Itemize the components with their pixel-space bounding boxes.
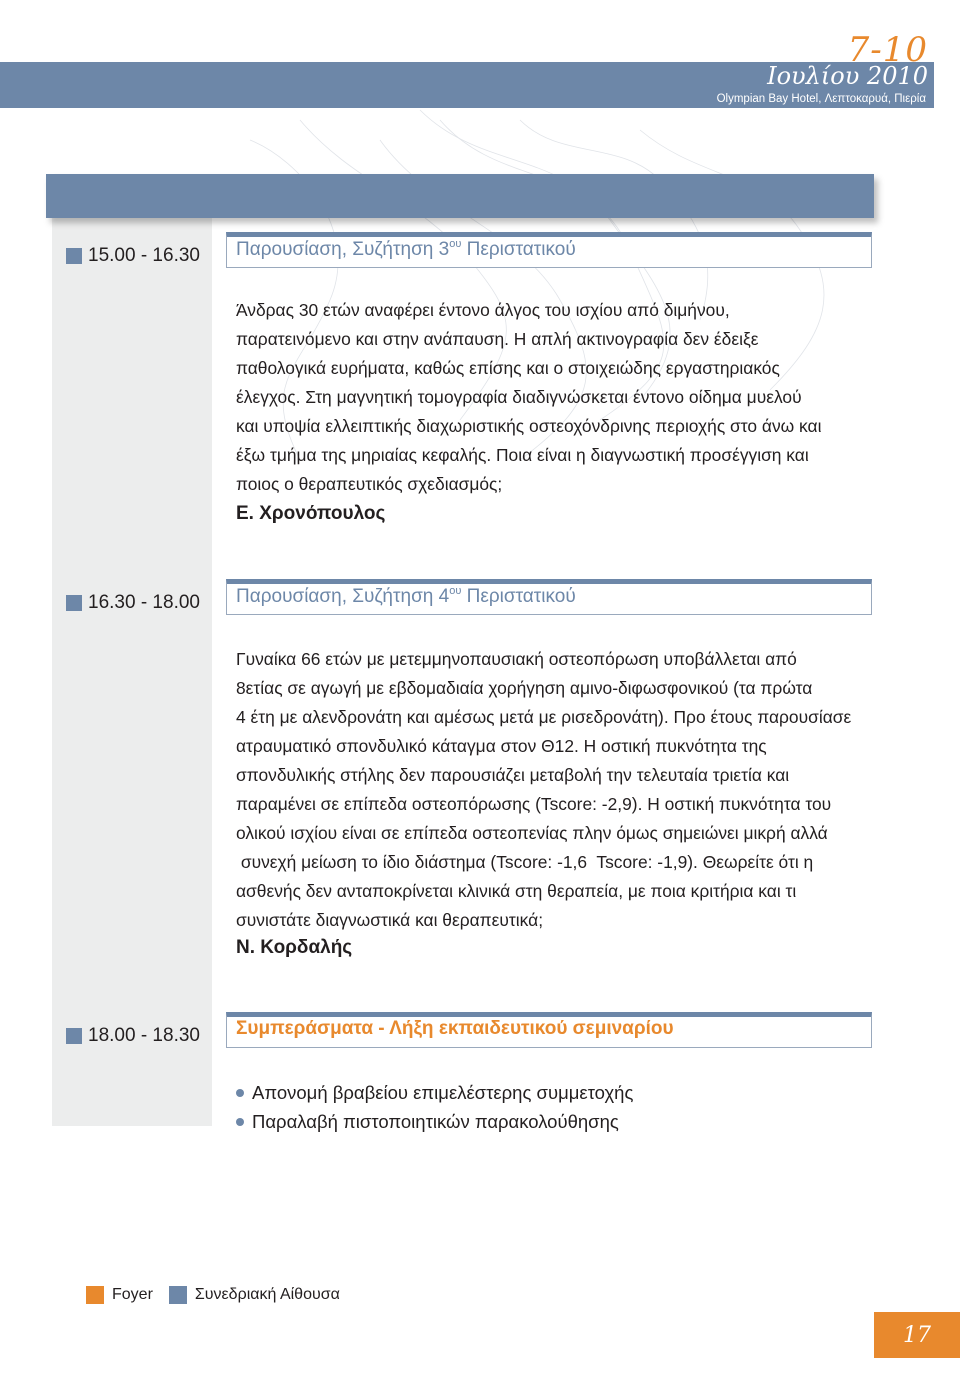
speaker-2: Ν. Κορδαλής bbox=[236, 937, 353, 958]
hall-swatch-icon bbox=[169, 1286, 187, 1304]
hall-marker-icon bbox=[66, 1028, 82, 1044]
closing-bullet-list bbox=[236, 1078, 633, 1136]
header-month-year: Ιουλίου 2010 bbox=[767, 62, 928, 90]
foyer-swatch-icon bbox=[86, 1286, 104, 1304]
legend-hall: Συνεδριακή Αίθουσα bbox=[169, 1286, 340, 1304]
hall-marker-icon bbox=[66, 248, 82, 264]
session-time-label: 16.30 - 18.00 bbox=[88, 592, 200, 613]
speaker-1: Ε. Χρονόπουλος bbox=[236, 503, 386, 524]
header-date-range: 7-10 bbox=[847, 30, 928, 70]
case-description-1: Άνδρας 30 ετών αναφέρει έντονο άλγος του ισχίου από διμήνου, παρατεινόμενο και στην ανάπαυση. Η απλή ακτινογραφία δεν έδειξε παθολογικά ευρήματα, καθώς επίσης και ο στοιχειώδης εργαστηριακός έλεγχος. Στη μαγνητική τομογραφία διαδιγνώσκεται έντονο οίδημα μυελού και υποψία ελλειπτικής διαχωριστικής οστεοχόνδρινης περιοχής στο άνω και έξω τμήμα της μηριαίας κεφαλής. Ποια είναι η διαγνωστική προσέγγιση και ποιος ο θεραπευτικός σχεδιασμός; bbox=[236, 300, 822, 494]
header-venue: Olympian Bay Hotel, Λεπτοκαρυά, Πιερία bbox=[716, 93, 926, 105]
venue-legend bbox=[86, 1286, 356, 1304]
case-description-2: Γυναίκα 66 ετών με μετεμμηνοπαυσιακή οστεοπόρωση υποβάλλεται από 8ετίας σε αγωγή με εβδομαδιαία χορήγηση αμινο-διφωσφονικού (τα πρώτα 4 έτη με αλενδρονάτη και αμέσως μετά με ρισεδρονάτη). Προ έτους παρουσίασε ατραυματικό σπονδυλικό κάταγμα στον Θ12. Η οστική πυκνότητα της σπονδυλικής στήλης δεν παρουσιάζει μεταβολή την τελευταία τριετία και παραμένει σε επίπεδα οστεοπόρωσης (Tscore: -2,9). Η οστική πυκνότητα του ολικού ισχίου είναι σε επίπεδα οστεοπενίας πλην όμως σημειώνει μικρή αλλά συνεχή μείωση το ίδιο διάστημα (Tscore: -1,6 Tscore: -1,9). Θεωρείτε ότι η ασθενής δεν ανταποκρίνεται κλινικά στη θεραπεία, με ποια κριτήρια και τι συνιστάτε διαγνωστικά και θεραπευτικά; bbox=[236, 649, 852, 930]
page-number: 17 bbox=[874, 1312, 960, 1358]
legend-foyer: Foyer bbox=[86, 1286, 153, 1304]
session-title: Συμπεράσματα - Λήξη εκπαιδευτικού σεμιναρίου bbox=[236, 1018, 674, 1039]
session-time bbox=[66, 1024, 200, 1048]
hall-marker-icon bbox=[66, 595, 82, 611]
session-time-label: 18.00 - 18.30 bbox=[88, 1025, 200, 1046]
list-item: Παραλαβή πιστοποιητικών παρακολούθησης bbox=[236, 1107, 633, 1136]
session-title: Παρουσίαση, Συζήτηση $4^{o\upsilon}$ Περιστατικού bbox=[236, 585, 576, 607]
page-title-bar bbox=[46, 174, 874, 218]
session-time bbox=[66, 591, 200, 615]
session-title: Παρουσίαση, Συζήτηση $3^{o\upsilon}$ Περιστατικού bbox=[236, 238, 576, 260]
session-time bbox=[66, 244, 200, 268]
session-time-label: 15.00 - 16.30 bbox=[88, 245, 200, 266]
list-item: Απονομή βραβείου επιμελέστερης συμμετοχής bbox=[236, 1078, 633, 1107]
bullet-icon bbox=[236, 1118, 244, 1126]
bullet-icon bbox=[236, 1089, 244, 1097]
